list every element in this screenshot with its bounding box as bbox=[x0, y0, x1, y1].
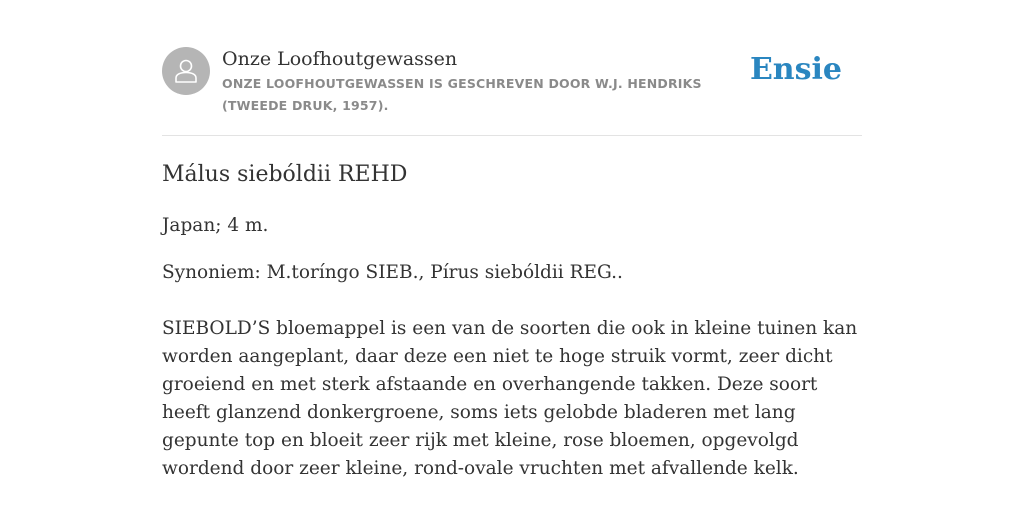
header-divider bbox=[162, 135, 862, 136]
article-body: SIEBOLD’S bloemappel is een van de soorten die ook in kleine tuinen kan worden aangeplant, daar deze een niet te hoge struik vormt, zeer dicht groeiend en met sterk afstaande en overhangende takken. Deze soort heeft glanzend donkergroene, soms iets gelobde bladeren met lang gepunte top en bloeit zeer rijk met kleine, rose bloemen, opgevolgd wordend door zeer kleine, rond-ovale vruchten met afvallende kelk. bbox=[162, 318, 858, 479]
article-origin: Japan; 4 m. bbox=[162, 215, 269, 236]
source-description: ONZE LOOFHOUTGEWASSEN IS GESCHREVEN DOOR W.J. HENDRIKS (TWEEDE DRUK, 1957). bbox=[222, 76, 702, 113]
brand-logo[interactable]: Ensie bbox=[749, 52, 842, 87]
user-icon bbox=[171, 56, 201, 86]
source-header bbox=[162, 47, 862, 135]
source-title[interactable]: Onze Loofhoutgewassen bbox=[222, 48, 458, 70]
article-synonym: Synoniem: M.toríngo SIEB., Pírus siebóldii REG.. bbox=[162, 262, 623, 283]
article-title: Málus siebóldii REHD bbox=[162, 162, 408, 187]
avatar[interactable] bbox=[162, 47, 210, 95]
